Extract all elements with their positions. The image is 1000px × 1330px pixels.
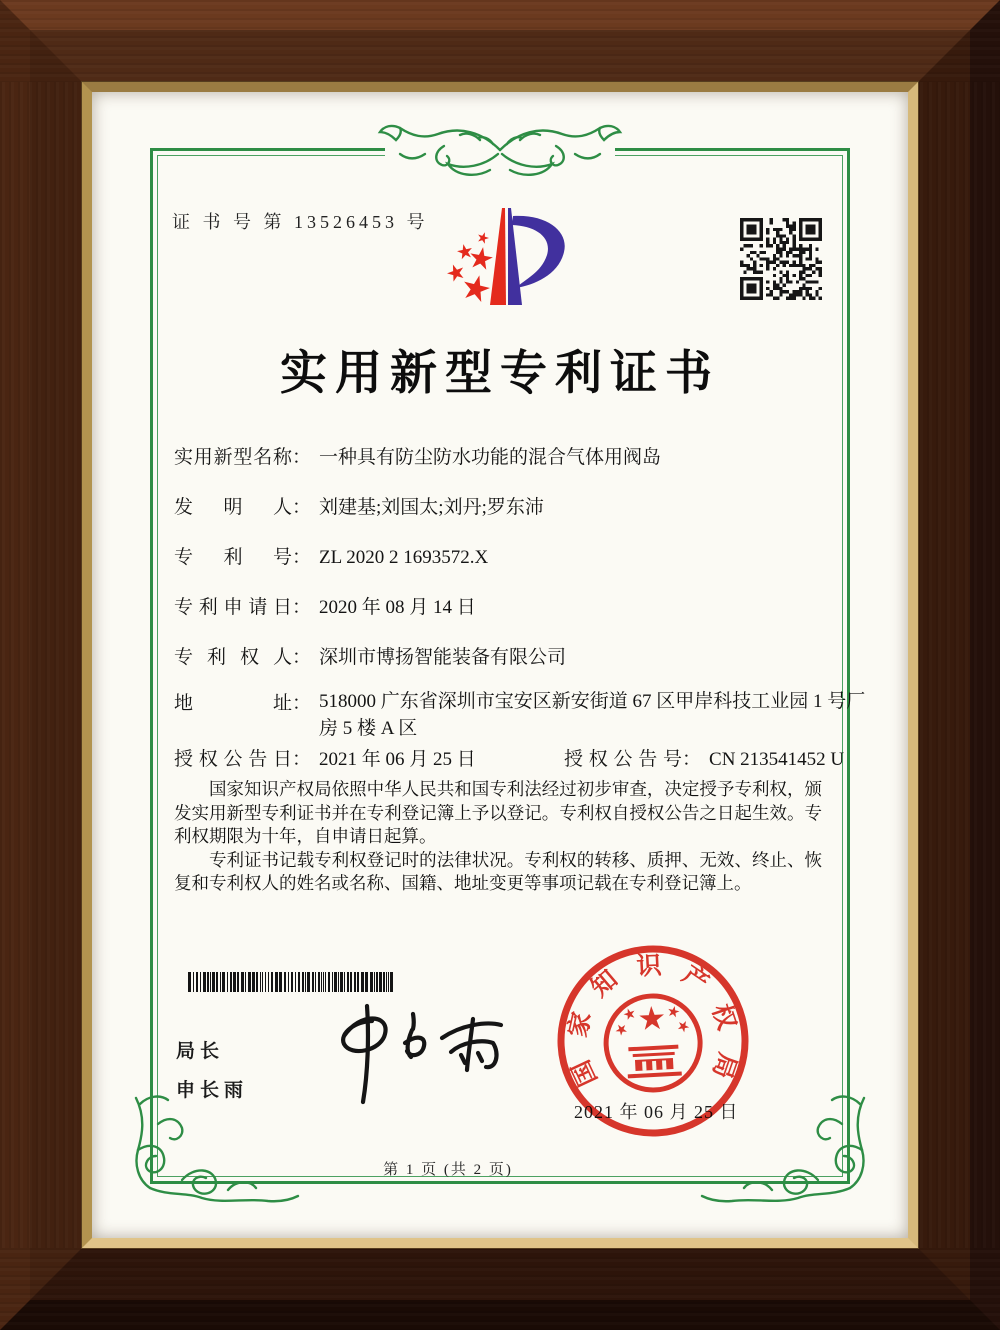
page-footer: 第 1 页 (共 2 页) [383, 1162, 513, 1178]
field-label: 发明人 [174, 497, 292, 518]
colon: ： [682, 749, 702, 770]
colon: ： [292, 749, 312, 770]
seal-character: 知 [586, 965, 624, 1003]
seal-text-ring [549, 937, 757, 1145]
certificate-paper [92, 92, 908, 1238]
signer-name: 申长雨 [176, 1080, 249, 1101]
seal-character: 家 [564, 1009, 597, 1041]
seal-character: 局 [706, 1049, 741, 1082]
legal-text [174, 778, 822, 896]
field-row-grant [174, 744, 845, 771]
field-value: 2021 年 06 月 25 日 [319, 749, 476, 770]
field-label: 专利权人 [174, 647, 292, 668]
colon: ： [292, 447, 312, 468]
field-label: 实用新型名称 [174, 447, 292, 468]
seal-character: 识 [635, 952, 663, 981]
handwritten-signature-icon [314, 994, 519, 1109]
field-value: 深圳市博扬智能装备有限公司 [319, 647, 567, 668]
field-value: 刘建基;刘国太;刘丹;罗东沛 [319, 497, 544, 518]
field-row-grant-number [564, 744, 844, 771]
body-paragraph: 国家知识产权局依照中华人民共和国专利法经过初步审查，决定授予专利权，颁发实用新型专利证书并在专利登记簿上予以登记。专利权自授权公告之日起生效。专利权期限为十年，自申请日起算。 [174, 779, 822, 846]
field-label: 专利号 [174, 547, 292, 568]
certificate-number: 证 书 号 第 13526453 号 [172, 212, 429, 232]
seal-character: 国 [567, 1055, 603, 1090]
barcode [188, 972, 396, 992]
seal-character: 产 [677, 961, 713, 998]
field-row-patent-number [174, 542, 488, 569]
body-paragraph: 专利证书记载专利权登记时的法律状况。专利权的转移、质押、无效、终止、恢复和专利权人的姓名或名称、国籍、地址变更等事项记载在专利登记簿上。 [174, 849, 822, 893]
field-row-utility-model-name [174, 442, 661, 469]
field-row-patentee [174, 642, 566, 669]
field-value: ZL 2020 2 1693572.X [319, 547, 489, 568]
field-label: 地址 [174, 693, 292, 714]
field-row-address [174, 688, 871, 742]
field-value: CN 213541452 U [709, 749, 845, 770]
cnipa-p-logo-icon [428, 192, 608, 334]
field-label: 授权公告日 [174, 749, 292, 770]
colon: ： [292, 597, 312, 618]
colon: ： [292, 647, 312, 668]
seal-date: 2021 年 06 月 25 日 [574, 1102, 739, 1122]
double-dragon-ornament-icon [370, 110, 630, 192]
field-label: 专利申请日 [174, 597, 292, 618]
signer-block [176, 1032, 248, 1110]
wooden-frame-face [30, 30, 970, 1300]
field-label: 授权公告号 [564, 749, 682, 770]
cnipa-official-seal-icon [549, 937, 757, 1145]
colon: ： [292, 693, 312, 714]
qr-code [740, 218, 822, 300]
field-row-filing-date [174, 592, 476, 619]
field-value: 2020 年 08 月 14 日 [319, 597, 476, 618]
certificate-title: 实用新型专利证书 [280, 348, 720, 400]
signer-title: 局长 [176, 1041, 225, 1062]
colon: ： [292, 497, 312, 518]
seal-character: 权 [706, 1001, 741, 1034]
field-value: 518000 广东省深圳市宝安区新安街道 67 区甲岸科技工业园 1 号厂房 5 楼 A 区 [319, 691, 866, 739]
field-row-inventors [174, 492, 544, 519]
gold-fillet [82, 82, 918, 1248]
colon: ： [292, 547, 312, 568]
field-value: 一种具有防尘防水功能的混合气体用阀岛 [319, 447, 662, 468]
